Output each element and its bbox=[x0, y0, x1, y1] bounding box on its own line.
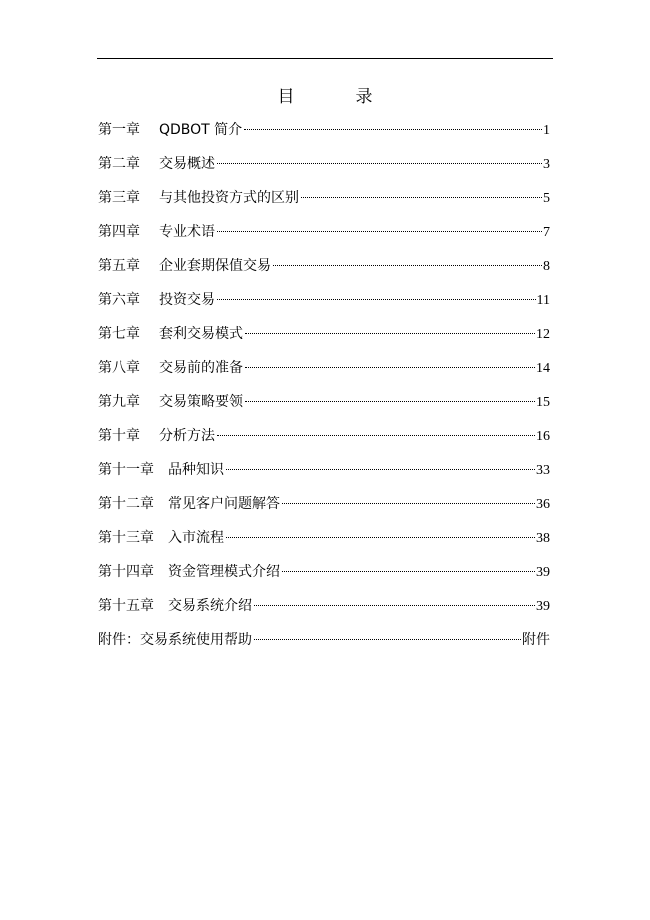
toc-chapter-label: 第八章 bbox=[98, 360, 140, 376]
toc-entry-title: 交易系统介绍 bbox=[168, 598, 252, 614]
toc-chapter-label: 第五章 bbox=[98, 258, 140, 274]
toc-entry[interactable] bbox=[98, 391, 550, 425]
toc-page-number: 38 bbox=[536, 531, 550, 546]
toc-page-number: 8 bbox=[543, 259, 550, 274]
toc-entry-title: 套利交易模式 bbox=[159, 326, 243, 342]
toc-page-number: 1 bbox=[543, 123, 550, 138]
toc-entry[interactable] bbox=[98, 493, 550, 527]
toc-chapter-label: 第六章 bbox=[98, 292, 140, 308]
toc-entry[interactable] bbox=[98, 221, 550, 255]
toc-chapter-label: 第三章 bbox=[98, 190, 140, 206]
toc-chapter-label: 第七章 bbox=[98, 326, 140, 342]
toc-chapter-label: 第十二章 bbox=[98, 496, 154, 512]
toc-entry[interactable] bbox=[98, 595, 550, 629]
toc-entry[interactable] bbox=[98, 323, 550, 357]
toc-dot-leader bbox=[226, 537, 535, 538]
toc-dot-leader bbox=[282, 571, 535, 572]
toc-entry-title: 资金管理模式介绍 bbox=[168, 564, 280, 580]
toc-dot-leader bbox=[217, 435, 535, 436]
toc-entry-title: 附件：交易系统使用帮助 bbox=[98, 632, 252, 648]
toc-page-number: 36 bbox=[536, 497, 550, 512]
toc-entry[interactable] bbox=[98, 187, 550, 221]
toc-dot-leader bbox=[217, 299, 536, 300]
toc-entry-title: 投资交易 bbox=[159, 292, 215, 308]
toc-page-number: 15 bbox=[536, 395, 550, 410]
toc-entry-title: 常见客户问题解答 bbox=[168, 496, 280, 512]
toc-entry[interactable] bbox=[98, 561, 550, 595]
toc-page-number: 7 bbox=[543, 225, 550, 240]
toc-entry-title: 企业套期保值交易 bbox=[159, 258, 271, 274]
toc-page-number: 14 bbox=[536, 361, 550, 376]
toc-dot-leader bbox=[245, 367, 535, 368]
toc-dot-leader bbox=[282, 503, 535, 504]
toc-page-number: 11 bbox=[536, 293, 550, 308]
toc-entry[interactable] bbox=[98, 255, 550, 289]
toc-entry-title: 交易策略要领 bbox=[159, 394, 243, 410]
toc-page-number: 39 bbox=[536, 565, 550, 580]
toc-entry[interactable] bbox=[98, 459, 550, 493]
toc-dot-leader bbox=[217, 163, 542, 164]
toc-chapter-label: 第十四章 bbox=[98, 564, 154, 580]
toc-chapter-label: 第一章 bbox=[98, 122, 140, 138]
toc-chapter-label: 第十五章 bbox=[98, 598, 154, 614]
toc-entry[interactable] bbox=[98, 425, 550, 459]
toc-page-number: 12 bbox=[536, 327, 550, 342]
toc-chapter-label: 第四章 bbox=[98, 224, 140, 240]
toc-entry-title: 与其他投资方式的区别 bbox=[159, 190, 299, 206]
toc-entry-title: QDBOT 简介 bbox=[159, 122, 243, 138]
toc-chapter-label: 第十章 bbox=[98, 428, 140, 444]
toc-chapter-label: 第九章 bbox=[98, 394, 140, 410]
toc-title: 目 录 bbox=[277, 87, 395, 107]
toc-entry-title: 分析方法 bbox=[159, 428, 215, 444]
toc-dot-leader bbox=[245, 401, 535, 402]
toc-entry-title: 专业术语 bbox=[159, 224, 215, 240]
toc-entry-title: 交易概述 bbox=[159, 156, 215, 172]
toc-dot-leader bbox=[273, 265, 542, 266]
toc-dot-leader bbox=[245, 333, 535, 334]
toc-dot-leader bbox=[301, 197, 542, 198]
toc-dot-leader bbox=[226, 469, 535, 470]
toc-entry[interactable] bbox=[98, 119, 550, 153]
toc-chapter-label: 第十一章 bbox=[98, 462, 154, 478]
toc-chapter-label: 第二章 bbox=[98, 156, 140, 172]
toc-dot-leader bbox=[254, 639, 521, 640]
toc-page-number: 附件 bbox=[522, 633, 550, 648]
toc-chapter-label: 第十三章 bbox=[98, 530, 154, 546]
toc-dot-leader bbox=[254, 605, 535, 606]
toc-dot-leader bbox=[244, 129, 542, 130]
toc-entry[interactable] bbox=[98, 629, 550, 663]
toc-entry-title: 交易前的准备 bbox=[159, 360, 243, 376]
toc-dot-leader bbox=[217, 231, 542, 232]
toc-entry[interactable] bbox=[98, 153, 550, 187]
toc-page-number: 39 bbox=[536, 599, 550, 614]
toc-page-number: 3 bbox=[543, 157, 550, 172]
toc-entry[interactable] bbox=[98, 357, 550, 391]
toc-list bbox=[98, 119, 550, 663]
toc-entry[interactable] bbox=[98, 289, 550, 323]
toc-entry-title: 品种知识 bbox=[168, 462, 224, 478]
toc-page-number: 16 bbox=[536, 429, 550, 444]
header-rule bbox=[97, 58, 553, 59]
toc-page-number: 33 bbox=[536, 463, 550, 478]
toc-page-number: 5 bbox=[543, 191, 550, 206]
toc-entry-title: 入市流程 bbox=[168, 530, 224, 546]
toc-entry[interactable] bbox=[98, 527, 550, 561]
